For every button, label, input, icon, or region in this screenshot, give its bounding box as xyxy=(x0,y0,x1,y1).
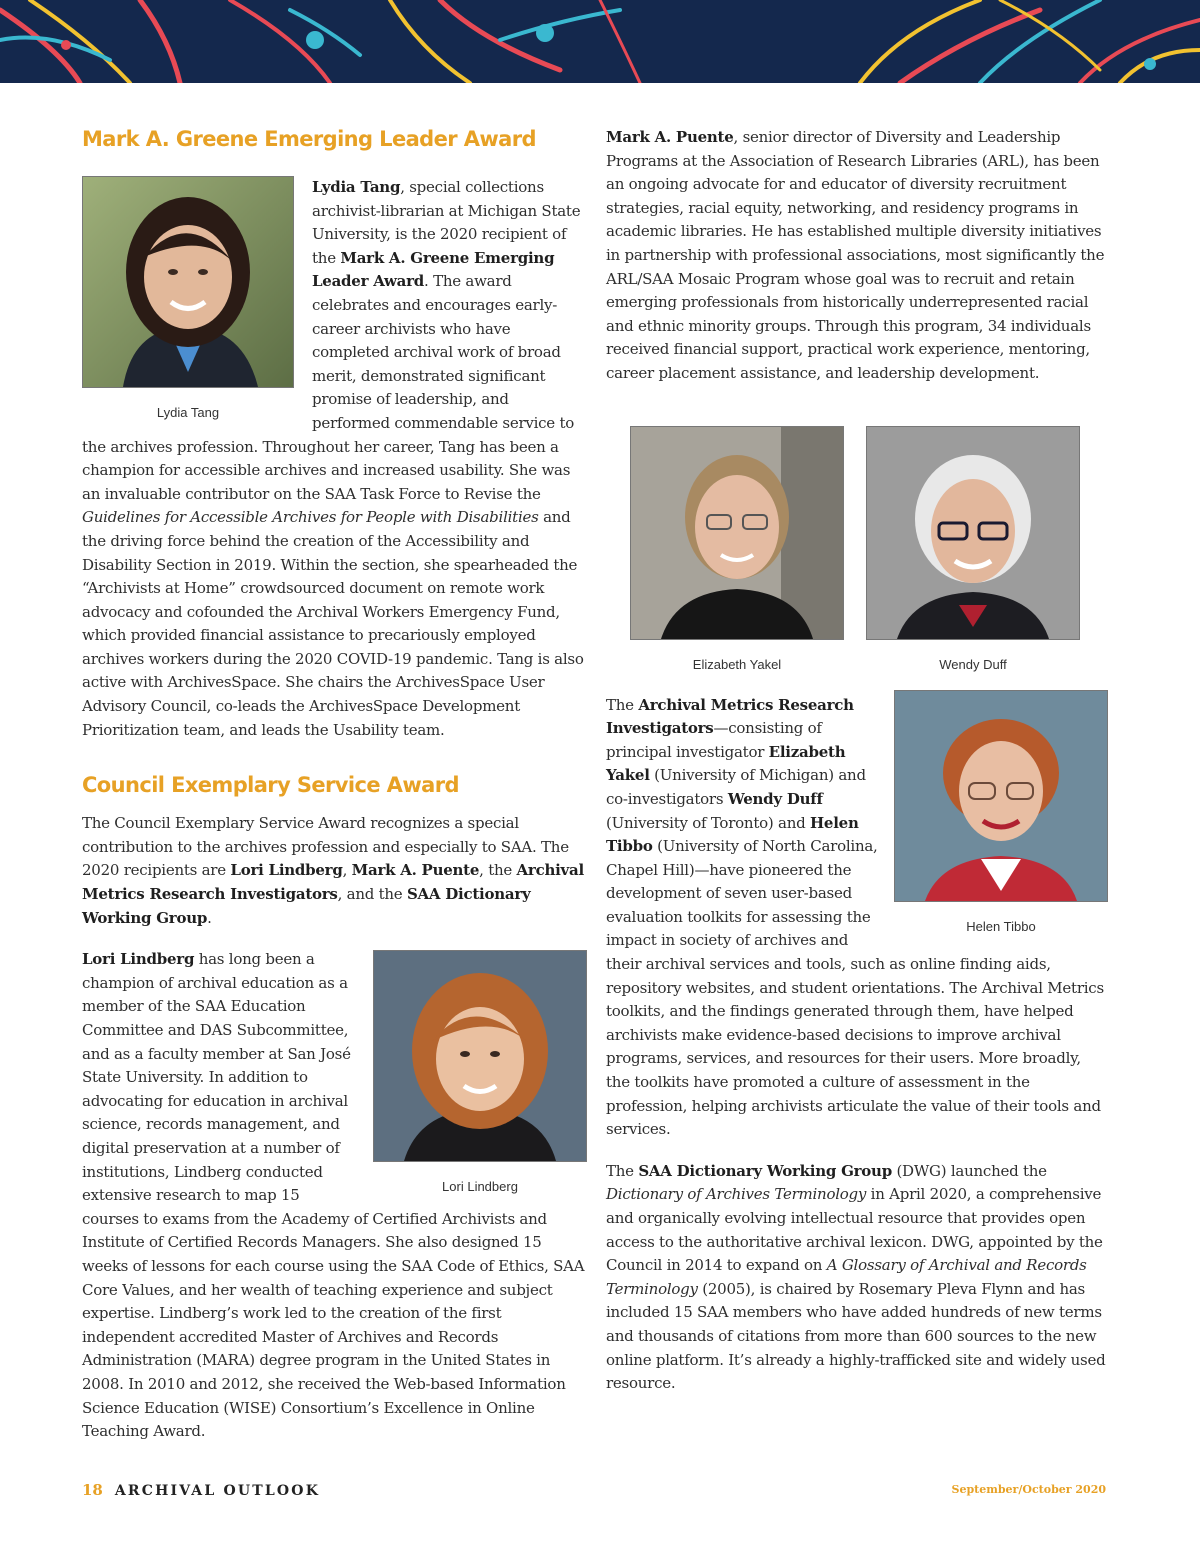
dictionary-title: Dictionary of Archives Terminology xyxy=(606,1185,867,1204)
tang-text-2: . The award celebrates and encourages early-career archivists who have completed archival work of broad merit, demonstrated significant promise of leadership, and performed commendable service to the archives profession. Throughout her career, Tang has been a champion for accessible archives and increased usability. She was an invaluable contributor on the SAA Task Force to Revise the xyxy=(82,272,574,503)
amri-duff: Wendy Duff xyxy=(727,789,823,808)
dwg-text-0: The xyxy=(606,1161,639,1180)
tang-name: Lydia Tang xyxy=(312,178,401,196)
portrait-yakel-image xyxy=(631,427,843,639)
dwg-text-1: (DWG) launched the xyxy=(891,1161,1047,1180)
issue-date: September/October 2020 xyxy=(951,1483,1106,1496)
duff-figure xyxy=(866,426,1080,672)
footer-left xyxy=(82,1481,320,1499)
magazine-title: ARCHIVAL OUTLOOK xyxy=(114,1483,321,1499)
amri-text-2: (University of Michigan) and co-investigators xyxy=(606,766,866,808)
tang-figure xyxy=(82,176,294,420)
council-lori: Lori Lindberg xyxy=(230,861,343,880)
council-dwg: SAA Dictionary Working Group xyxy=(82,885,531,927)
puente-paragraph xyxy=(606,126,1108,386)
header-banner xyxy=(0,0,1200,83)
portrait-tibbo-image xyxy=(895,691,1107,901)
wendy-duff-photo xyxy=(866,426,1080,640)
yakel-caption: Elizabeth Yakel xyxy=(692,656,782,672)
council-paragraph xyxy=(82,812,587,930)
council-period: . xyxy=(207,908,212,927)
council-text-2: , the xyxy=(479,861,517,880)
duff-caption: Wendy Duff xyxy=(939,656,1007,672)
dwg-text-2: in April 2020, a comprehensive and organically evolving intellectual resource that provides open access to the authoritative archival lexicon. DWG, appointed by the Council in 2014 to expand on xyxy=(606,1185,1103,1275)
amri-tibbo: Helen Tibbo xyxy=(606,813,859,856)
amri-text-3: (University of Toronto) and xyxy=(606,813,810,832)
lindberg-figure xyxy=(373,950,587,1194)
lindberg-name: Lori Lindberg xyxy=(82,950,195,969)
council-text-1: The Council Exemplary Service Award recognizes a special contribution to the archives profession and especially to SAA. The 2020 recipients are xyxy=(82,814,569,880)
tang-caption: Lydia Tang xyxy=(156,405,220,420)
helen-tibbo-photo xyxy=(894,690,1108,902)
dwg-name: SAA Dictionary Working Group xyxy=(638,1161,892,1180)
yakel-duff-photos xyxy=(606,426,1108,694)
council-comma-1: , xyxy=(342,861,352,880)
glossary-title: A Glossary of Archival and Records Terminology xyxy=(606,1256,1087,1298)
greene-award-heading: Mark A. Greene Emerging Leader Award xyxy=(82,127,536,151)
amri-name: Archival Metrics Research Investigators xyxy=(606,695,854,738)
puente-text: , senior director of Diversity and Leadership Programs at the Association of Research Libraries (ARL), has been an ongoing advocate for and educator of diversity recruitment strategies, racial equity, networking, and residency programs in academic libraries. He has established multiple diversity initiatives in partnership with professional associations, most significantly the ARL/SAA Mosaic Program whose goal was to recruit and retain emerging professionals from historically underrepresented racial and ethnic minority groups. Through this program, 34 individuals received financial support, practical work experience, mentoring, career placement assistance, and leadership development. xyxy=(606,128,1105,382)
portrait-tang-image xyxy=(83,177,293,387)
elizabeth-yakel-photo xyxy=(630,426,844,640)
portrait-duff-image xyxy=(867,427,1079,639)
tibbo-figure xyxy=(894,690,1108,934)
banner-artwork xyxy=(0,0,1200,83)
puente-name: Mark A. Puente xyxy=(606,128,734,146)
council-text-3: , and the xyxy=(337,885,407,904)
right-column xyxy=(606,126,1108,1396)
yakel-figure xyxy=(630,426,844,672)
greene-award-name: Mark A. Greene Emerging Leader Award xyxy=(312,248,555,291)
lori-lindberg-photo xyxy=(373,950,587,1162)
amri-text-4: (University of North Carolina, Chapel Hill)—have pioneered the development of seven user-based evaluation toolkits for assessing the impact in society of archives and their archival services and tools, such as online finding aids, repository websites, and student orientations. The Archival Metrics toolkits, and the findings generated through them, have helped archivists make evidence-based decisions to improve archival programs, services, and resources for their users. More broadly, the toolkits have promoted a culture of assessment in the profession, helping archivists articulate the value of their tools and services. xyxy=(606,837,1104,1139)
dwg-paragraph xyxy=(606,1160,1108,1396)
amri-text-1: —consisting of principal investigator xyxy=(606,719,822,761)
council-puente: Mark A. Puente xyxy=(351,861,480,880)
dwg-text-3: (2005), is chaired by Rosemary Pleva Flynn and has included 15 SAA members who have added hundreds of new terms and thousands of citations from more than 600 sources to the new online platform. It’s already a highly-trafficked site and widely used resource. xyxy=(606,1279,1106,1393)
lindberg-text: has long been a champion of archival education as a member of the SAA Education Committee and DAS Subcommittee, and as a faculty member at San José State University. In addition to advocating for education in archival science, records management, and digital preservation at a number of institutions, Lindberg conducted extensive research to map 15 courses to exams from the Academy of Certified Archivists and Institute of Certified Records Managers. She also designed 15 weeks of lessons for each course using the SAA Code of Ethics, SAA Core Values, and her wealth of teaching experience and subject expertise. Lindberg’s work led to the creation of the first independent accredited Master of Archives and Records Administration (MARA) degree program in the United States in 2008. In 2010 and 2012, she received the Web-based Information Science Education (WISE) Consortium’s Excellence in Online Teaching Award. xyxy=(82,950,585,1441)
amri-yakel: Elizabeth Yakel xyxy=(606,742,846,785)
portrait-lindberg-image xyxy=(374,951,586,1161)
tibbo-caption: Helen Tibbo xyxy=(966,918,1036,934)
amri-text-0: The xyxy=(606,695,639,714)
tang-text-1: , special collections archivist-librarian at Michigan State University, is the 2020 recipient of the xyxy=(312,178,581,267)
council-award-heading: Council Exemplary Service Award xyxy=(82,773,459,798)
page-number: 18 xyxy=(82,1481,103,1499)
tang-text-3: and the driving force behind the creation of the Accessibility and Disability Section in 2019. Within the section, she spearheaded the “Archivists at Home” crowdsourced document on remote work advocacy and cofounded the Archival Workers Emergency Fund, which provided financial assistance to precariously employed archives workers during the 2020 COVID-19 pandemic. Tang is also active with ArchivesSpace. She chairs the ArchivesSpace User Advisory Council, co-leads the ArchivesSpace Development Prioritization team, and leads the Usability team. xyxy=(82,508,584,739)
council-amri: Archival Metrics Research Investigators xyxy=(82,861,584,904)
lindberg-caption: Lori Lindberg xyxy=(442,1179,518,1195)
guidelines-title: Guidelines for Accessible Archives for People with Disabilities xyxy=(82,508,539,527)
left-column xyxy=(82,122,587,1444)
lydia-tang-photo xyxy=(82,176,294,388)
